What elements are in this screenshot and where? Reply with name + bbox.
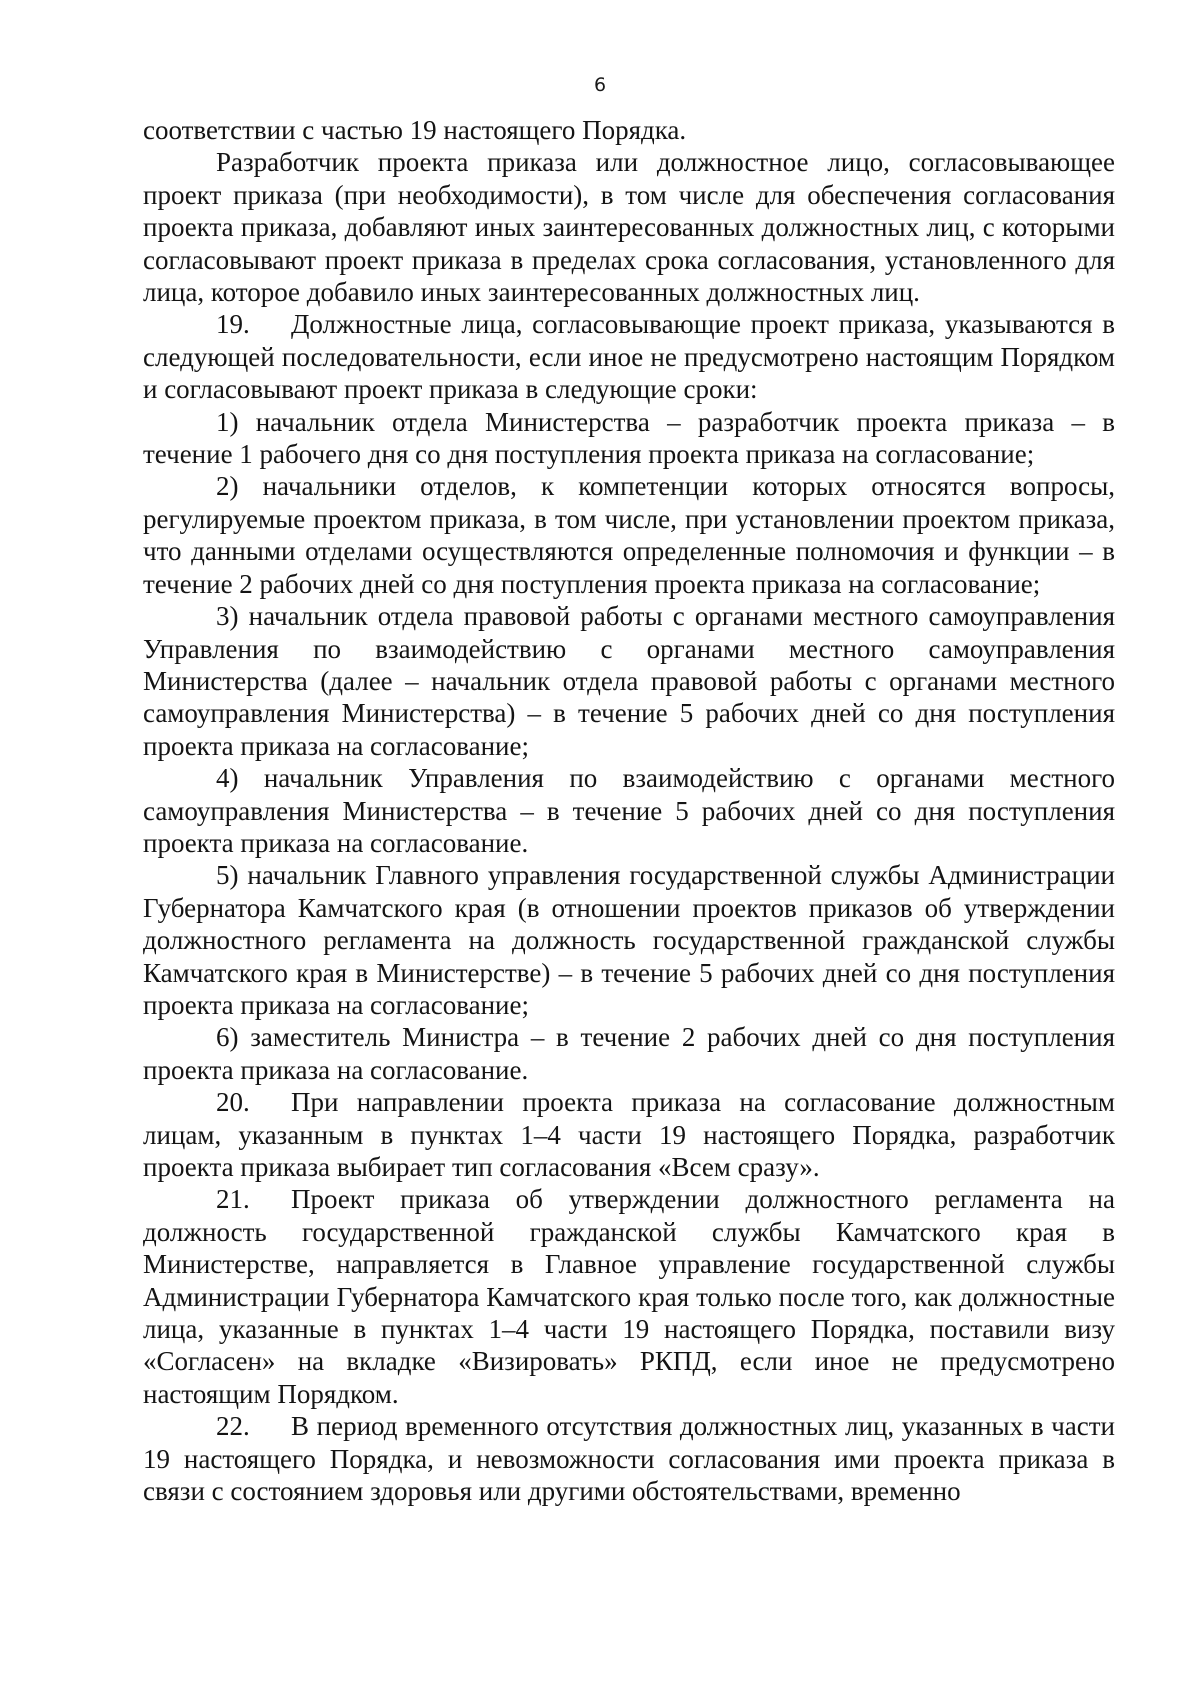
- paragraph-continuation: [143, 114, 1115, 146]
- page-number: 6: [593, 74, 607, 96]
- numbered-paragraph: [143, 1410, 1115, 1507]
- list-item: [143, 600, 1115, 762]
- numbered-paragraph: [143, 308, 1115, 405]
- paragraph-text: 6) заместитель Министра – в течение 2 рабочих дней со дня поступления проекта приказа на согласование.: [143, 1022, 1115, 1085]
- list-item: [143, 1021, 1115, 1086]
- numbered-paragraph: [143, 1086, 1115, 1183]
- paragraph-text: Проект приказа об утверждении должностного регламента на должность государственной гражданской службы Камчатского края в Министерстве, направляется в Главное управление государственной службы Администрации Губернатора Камчатского края только после того, как должностные лица, указанные в пунктах 1–4 части 19 настоящего Порядка, поставили визу «Согласен» на вкладке «Визировать» РКПД, если иное не предусмотрено настоящим Порядком.: [143, 1184, 1115, 1409]
- paragraph-text: Разработчик проекта приказа или должностное лицо, согласовывающее проект приказа (при необходимости), в том числе для обеспечения согласования проекта приказа, добавляют иных заинтересованных должностных лиц, с которыми согласовывают проект приказа в пределах срока согласования, установленного для лица, которое добавило иных заинтересованных должностных лиц.: [143, 147, 1115, 308]
- numbered-paragraph: [143, 1183, 1115, 1410]
- paragraph-text: 3) начальник отдела правовой работы с органами местного самоуправления Управления по взаимодействию с органами местного самоуправления Министерства (далее – начальник отдела правовой работы с органами местного самоуправления Министерства) – в течение 5 рабочих дней со дня поступления проекта приказа на согласование;: [143, 601, 1115, 761]
- paragraph-text: 5) начальник Главного управления государственной службы Администрации Губернатора Камчатского края (в отношении проектов приказов об утверждении должностного регламента на должность государственной гражданской службы Камчатского края в Министерстве) – в течение 5 рабочих дней со дня поступления проекта приказа на согласование;: [143, 860, 1115, 1020]
- paragraph-text: 2) начальники отделов, к компетенции которых относятся вопросы, регулируемые проектом приказа, в том числе, при установлении проектом приказа, что данными отделами осуществляются определенные полномочия и функции – в течение 2 рабочих дней со дня поступления проекта приказа на согласование;: [143, 471, 1115, 599]
- paragraph: [143, 146, 1115, 308]
- paragraph-number: 22.: [216, 1411, 250, 1442]
- paragraph-number: 20.: [216, 1087, 250, 1118]
- paragraph-number: 21.: [216, 1184, 250, 1215]
- list-item: [143, 859, 1115, 1021]
- paragraph-text: В период временного отсутствия должностных лиц, указанных в части 19 настоящего Порядка, и невозможности согласования ими проекта приказа в связи с состоянием здоровья или другими обстоятельствами, временно: [143, 1411, 1115, 1507]
- paragraph-text: Должностные лица, согласовывающие проект приказа, указываются в следующей последовательности, если иное не предусмотрено настоящим Порядком и согласовывают проект приказа в следующие сроки:: [143, 309, 1115, 405]
- list-item: [143, 470, 1115, 600]
- paragraph-text: 4) начальник Управления по взаимодействию с органами местного самоуправления Министерства – в течение 5 рабочих дней со дня поступления проекта приказа на согласование.: [143, 763, 1115, 858]
- paragraph-text: 1) начальник отдела Министерства – разработчик проекта приказа – в течение 1 рабочего дня со дня поступления проекта приказа на согласование;: [143, 406, 1115, 470]
- document-body: [143, 114, 1115, 1507]
- paragraph-text: При направлении проекта приказа на согласование должностным лицам, указанным в пунктах 1–4 части 19 настоящего Порядка, разработчик проекта приказа выбирает тип согласования «Всем сразу».: [143, 1087, 1115, 1182]
- list-item: [143, 762, 1115, 859]
- paragraph-number: 19.: [216, 309, 250, 340]
- list-item: [143, 406, 1115, 471]
- paragraph-text: соответствии с частью 19 настоящего Порядка.: [143, 115, 687, 145]
